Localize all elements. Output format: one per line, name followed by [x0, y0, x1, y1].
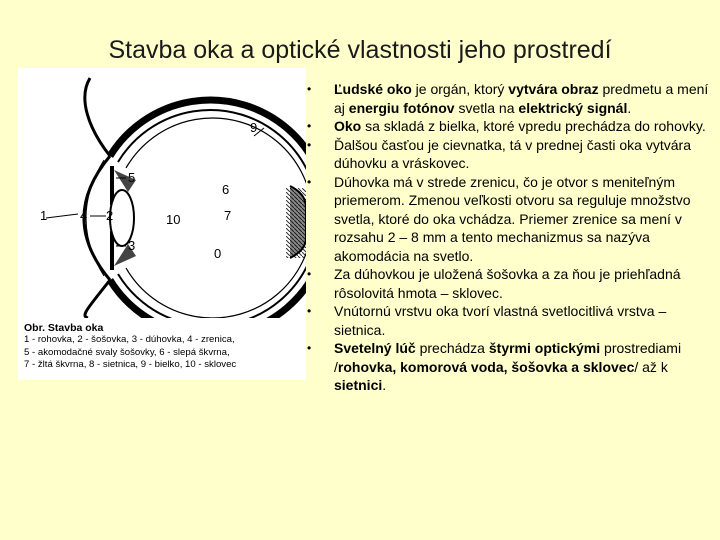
slide-title: Stavba oka a optické vlastnosti jeho prostredí [108, 36, 612, 64]
label-1: 1 [40, 208, 48, 223]
caption-line: 5 - akomodačné svaly šošovky, 6 - slepá škvrna, [24, 346, 230, 358]
label-8: 0 [214, 246, 222, 261]
bullet-item: • Svetelný lúč prechádza štyrmi optickými prostrediami /rohovka, komorová voda, šošovka a sklovec/ až k sietnici. [305, 339, 710, 395]
label-3: 3 [128, 238, 136, 253]
caption-title: Obr. Stavba oka [24, 322, 104, 334]
eye-diagram [18, 68, 306, 380]
bullet-item: • Ďalšou časťou je cievnatka, tá v prednej časti oka vytvára dúhovku a vráskovec. [305, 136, 710, 173]
label-9: 9 [250, 120, 258, 135]
label-2: 2 [106, 208, 114, 223]
bullet-item: • Dúhovka má v strede zrenicu, čo je otvor s meniteľným priemerom. Zmenou veľkosti otvoru sa reguluje množstvo svetla, ktoré do oka vchádza. Priemer zrenice sa mení v rozsahu 2 – 8 mm a tento mechanizmus sa nazýva akomodácia na svetlo. [305, 173, 710, 266]
bullet-item: • Oko sa skladá z bielka, ktoré vpredu prechádza do rohovky. [305, 117, 710, 136]
label-6: 6 [222, 182, 230, 197]
label-10: 10 [166, 212, 181, 227]
caption-line: 1 - rohovka, 2 - šošovka, 3 - dúhovka, 4 - zrenica, [24, 334, 235, 346]
figure-caption [24, 322, 306, 372]
bullet-item: • Ľudské oko je orgán, ktorý vytvára obraz predmetu a mení aj energiu fotónov svetla na elektrický signál. [305, 80, 710, 117]
bullet-list [305, 80, 710, 395]
label-5: 5 [128, 170, 136, 185]
label-4: 4 [80, 208, 88, 223]
bullet-item: • Vnútornú vrstvu oka tvorí vlastná svetlocitlivá vrstva – sietnica. [305, 302, 710, 339]
caption-line: 7 - žltá škvrna, 8 - sietnica, 9 - bielko, 10 - sklovec [24, 359, 237, 371]
label-7: 7 [224, 208, 232, 223]
bullet-item: • Za dúhovkou je uložená šošovka a za ňou je priehľadná rôsolovitá hmota – sklovec. [305, 265, 710, 302]
eye-cross-section [18, 68, 306, 318]
